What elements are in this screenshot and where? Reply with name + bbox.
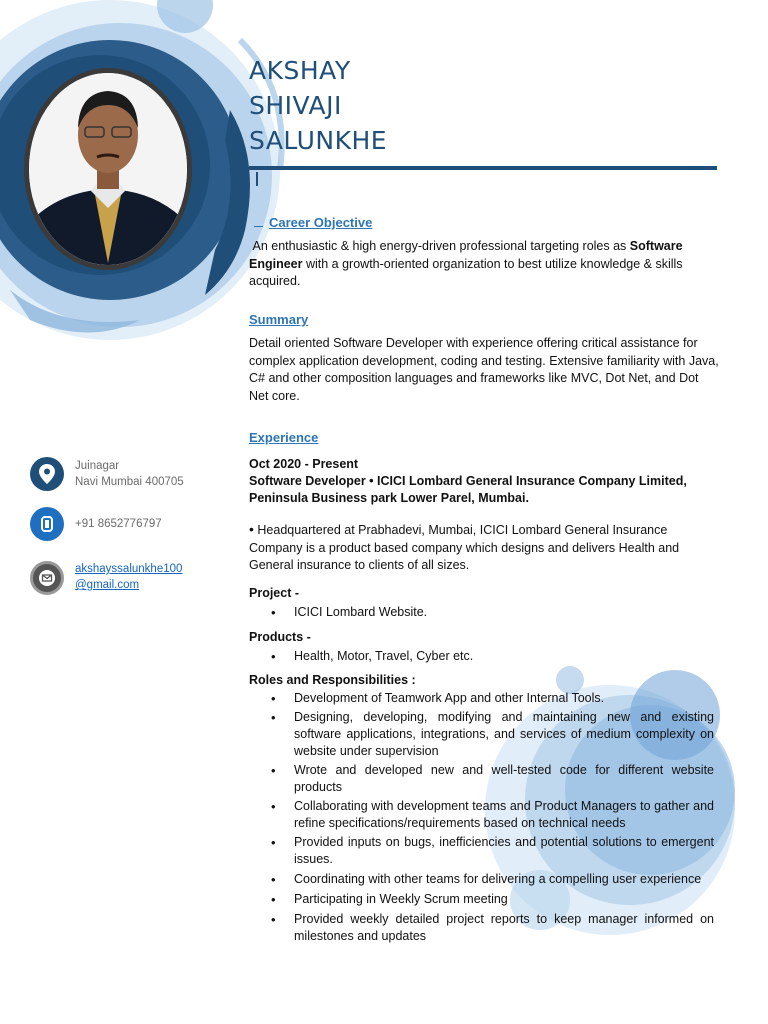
name-last: SALUNKHE <box>249 126 388 155</box>
profile-photo-frame <box>24 68 192 270</box>
person-silhouette-icon <box>29 73 187 265</box>
experience-role-line2: Peninsula Business park Lower Parel, Mumbai. <box>249 491 529 505</box>
summary-heading: Summary <box>249 312 309 327</box>
roles-list <box>249 690 714 945</box>
summary-text: Detail oriented Software Developer with experience offering critical assistance for complex application development, coding and testing. Extensive familiarity with Java, C# and other composition languages and frameworks like MVC, Dot Net, and Dot Net core. <box>249 336 719 403</box>
email-line1[interactable]: akshayssalunkhe100 <box>75 563 183 575</box>
company-description-text: Headquartered at Prabhadevi, Mumbai, ICICI Lombard General Insurance Company is a product based company which designs and delivers Health and General insurance to clients of all sizes. <box>249 523 680 572</box>
objective-text-after: with a growth-oriented organization to best utilize knowledge & skills acquired. <box>249 256 683 288</box>
role-item: • Collaborating with development teams and Product Managers to gather and refine specifications/requirements based on technical needs <box>249 798 714 832</box>
career-objective-section <box>256 214 372 232</box>
product-item: • Health, Motor, Travel, Cyber etc. <box>249 648 719 665</box>
profile-photo <box>29 73 187 265</box>
role-item: • Development of Teamwork App and other Internal Tools. <box>249 690 714 707</box>
career-objective-text <box>249 238 719 291</box>
project-list <box>249 604 719 621</box>
role-item: • Provided inputs on bugs, inefficiencies and potential solutions to emergent issues. <box>249 834 714 868</box>
project-item: • ICICI Lombard Website. <box>249 604 719 621</box>
project-label: Project - <box>249 586 300 600</box>
name-middle: SHIVAJI <box>249 91 342 120</box>
experience-period: Oct 2020 - Present <box>249 457 359 471</box>
products-label: Products - <box>249 630 311 644</box>
address-line2: Navi Mumbai 400705 <box>75 476 184 488</box>
mail-icon <box>30 561 64 595</box>
role-item: • Wrote and developed new and well-tested code for different website products <box>249 762 714 796</box>
location-pin-icon <box>30 457 64 491</box>
candidate-name <box>249 53 387 158</box>
objective-target-role: Software Engineer <box>249 239 683 271</box>
role-item: • Provided weekly detailed project reports to keep manager informed on milestones and updates <box>249 911 714 945</box>
experience-role <box>249 473 719 507</box>
roles-label: Roles and Responsibilities : <box>249 673 416 687</box>
contact-phone: +91 8652776797 <box>75 518 162 530</box>
company-description <box>249 521 719 575</box>
phone-icon <box>30 507 64 541</box>
name-divider-tick <box>256 172 264 186</box>
experience-heading: Experience <box>249 430 319 445</box>
name-divider <box>249 166 717 170</box>
heading-underline-stub <box>254 226 263 227</box>
career-objective-heading: Career Objective <box>269 215 373 230</box>
role-item: • Participating in Weekly Scrum meeting <box>249 891 714 908</box>
email-line2[interactable]: @gmail.com <box>75 579 140 591</box>
role-item: • Coordinating with other teams for delivering a compelling user experience <box>249 871 714 888</box>
name-first: AKSHAY <box>249 56 351 85</box>
contact-email[interactable] <box>75 561 182 593</box>
bullet-glyph: • <box>249 521 254 537</box>
objective-text-before: An enthusiastic & high energy-driven professional targeting roles as <box>252 239 630 253</box>
contact-address <box>75 458 184 490</box>
role-item: • Designing, developing, modifying and maintaining new and existing software applications, integrations, and services of medium complexity on website under supervision <box>249 709 714 760</box>
products-list <box>249 648 719 665</box>
experience-role-line1: Software Developer • ICICI Lombard General Insurance Company Limited, <box>249 474 687 488</box>
address-line1: Juinagar <box>75 460 120 472</box>
